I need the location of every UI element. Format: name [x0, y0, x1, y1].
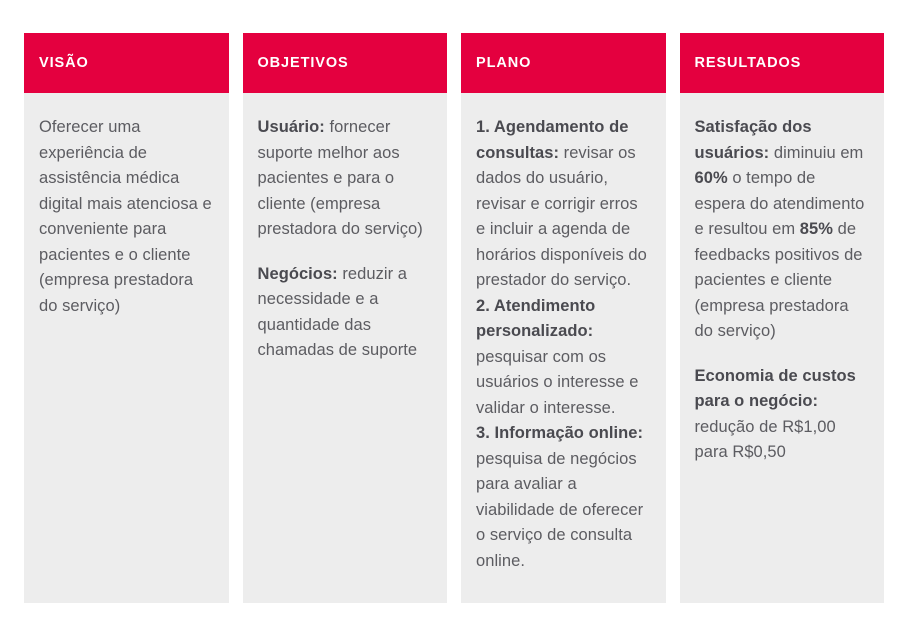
column-body-visao	[24, 93, 229, 603]
text-block-lead: Satisfação dos usuários:	[694, 118, 812, 162]
text-block-body: redução de R$1,00 para R$0,50	[694, 417, 836, 461]
column-resultados	[680, 33, 885, 603]
text-block-lead: 3. Informação online:	[476, 424, 643, 442]
text-block-body: pesquisa de negócios para avaliar a viabilidade de oferecer o serviço de consulta online.	[476, 449, 644, 570]
text-block-lead: Negócios:	[257, 264, 338, 283]
column-body-plano	[461, 93, 666, 603]
text-block	[39, 115, 213, 319]
text-block	[476, 294, 650, 422]
column-header-label: PLANO	[476, 55, 532, 71]
column-header-label: VISÃO	[39, 55, 89, 71]
text-block-lead: 1. Agendamento de consultas:	[476, 118, 629, 162]
text-block	[258, 115, 432, 243]
text-block-lead: Usuário:	[257, 118, 325, 136]
text-block-lead: Economia de custos para o negócio:	[694, 366, 856, 410]
column-objetivos	[243, 33, 448, 603]
column-header-resultados	[680, 33, 885, 93]
column-plano	[461, 33, 666, 603]
column-header-plano	[461, 33, 666, 93]
text-block	[695, 115, 869, 345]
column-header-visao	[24, 33, 229, 93]
column-body-objetivos	[243, 93, 448, 603]
text-block-lead: 2. Atendimento personalizado:	[476, 296, 596, 340]
column-header-label: OBJETIVOS	[257, 55, 349, 71]
column-header-label: RESULTADOS	[694, 55, 802, 71]
column-header-objetivos	[243, 33, 448, 93]
kanban-board	[24, 33, 884, 603]
text-block-body: fornecer suporte melhor aos pacientes e para o cliente (empresa prestadora do serviço)	[257, 118, 423, 238]
column-body-resultados	[680, 93, 885, 603]
text-block	[695, 364, 869, 466]
column-visao	[24, 33, 229, 603]
text-block-body: Oferecer uma experiência de assistência médica digital mais atenciosa e conveniente para pacientes e o cliente (empresa prestadora do serviço)	[39, 118, 212, 315]
text-block-body: revisar os dados do usuário, revisar e corrigir erros e incluir a agenda de horários disponíveis do prestador do serviço.	[476, 143, 647, 289]
text-block-body: diminuiu em 60% o tempo de espera do atendimento e resultou em 85% de feedbacks positivos de pacientes e cliente (empresa prestadora do serviço)	[694, 143, 865, 340]
text-block-body: pesquisar com os usuários o interesse e validar o interesse.	[476, 347, 639, 417]
text-block	[476, 421, 650, 574]
text-block	[476, 115, 650, 294]
text-block	[258, 262, 432, 364]
text-block-body: reduzir a necessidade e a quantidade das chamadas de suporte	[257, 264, 418, 359]
